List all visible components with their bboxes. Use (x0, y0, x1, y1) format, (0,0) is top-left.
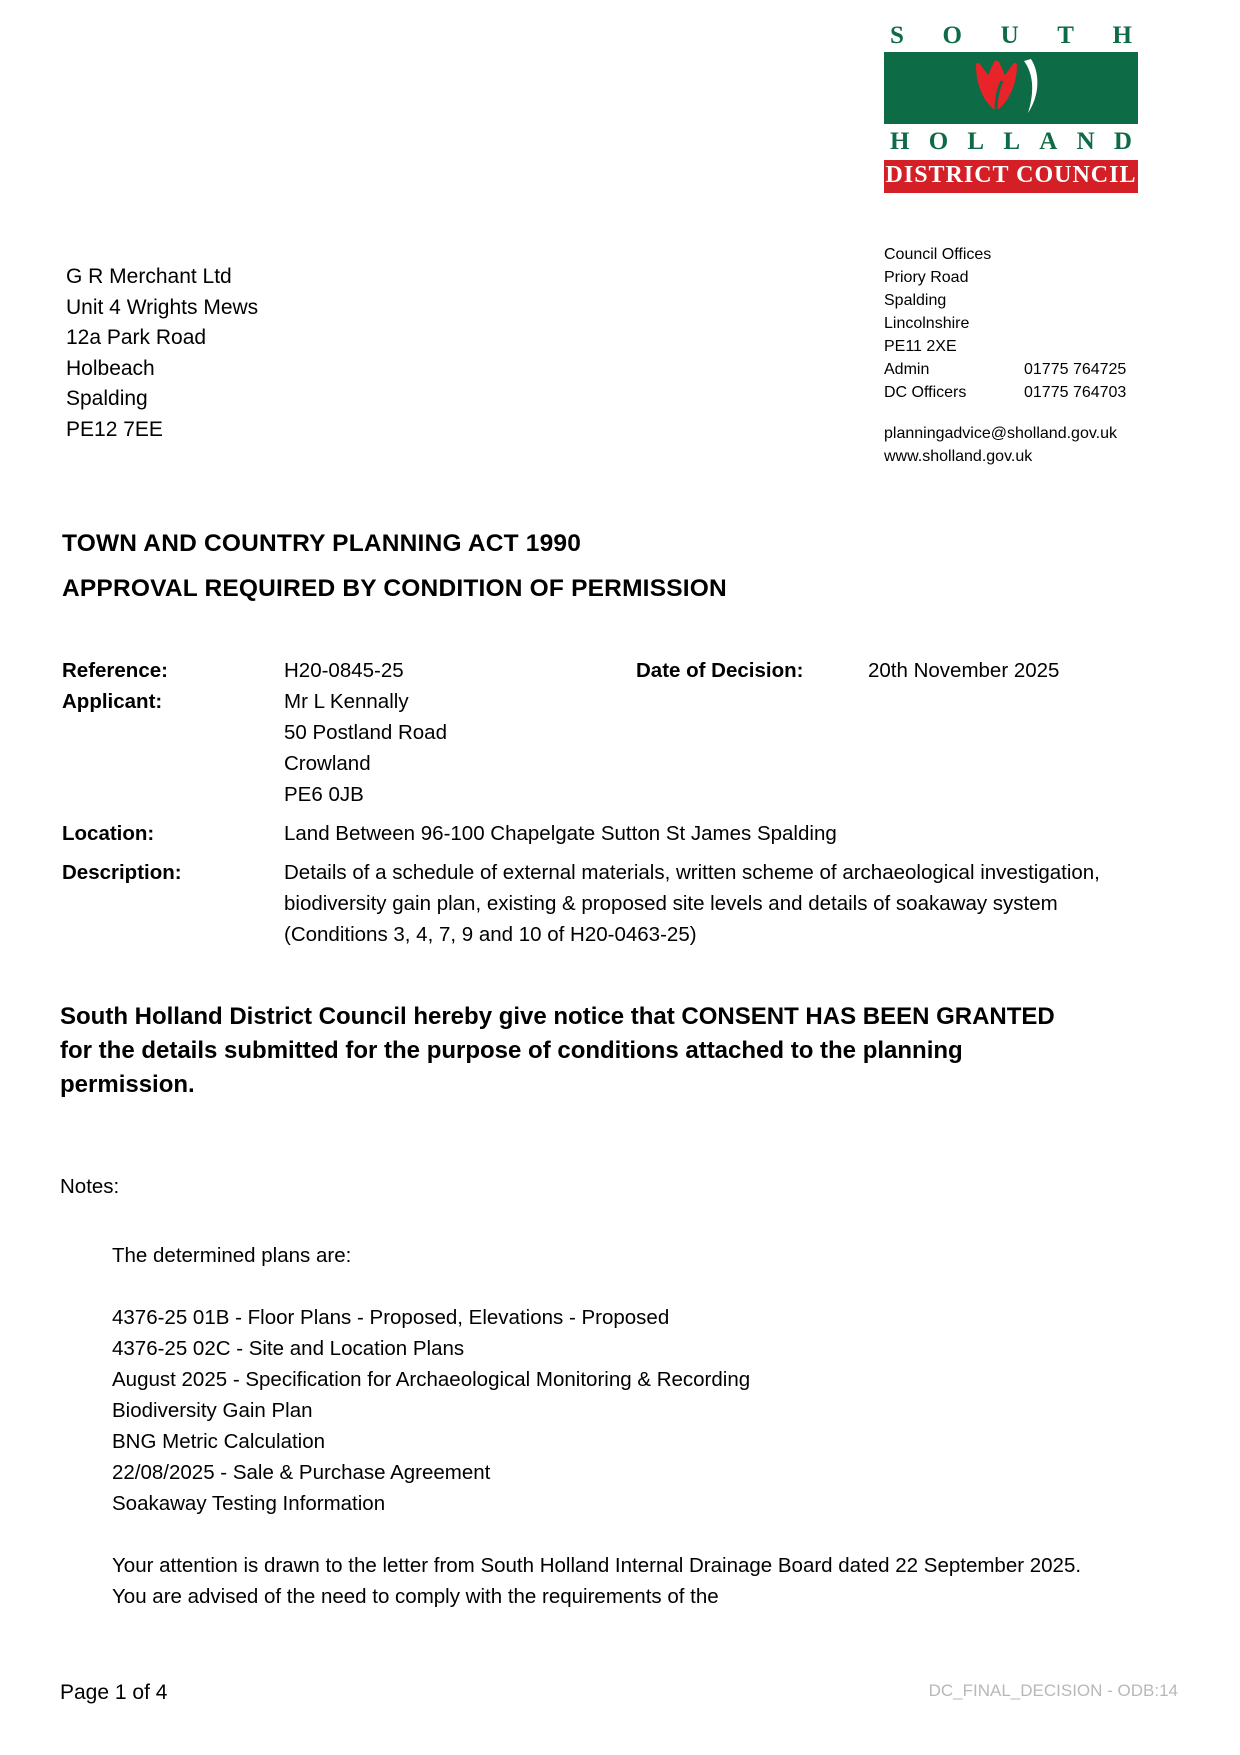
list-item: 4376-25 01B - Floor Plans - Proposed, Elevations - Proposed (112, 1306, 670, 1329)
notes-spacer (112, 1271, 1112, 1302)
phone-label-dc-officers: DC Officers (884, 384, 967, 401)
council-address-line: Priory Road (884, 269, 969, 286)
council-email[interactable]: planningadvice@sholland.gov.uk (884, 425, 1117, 442)
council-contact-block (884, 243, 1126, 468)
description-label: Description: (62, 861, 182, 884)
applicant-line: PE6 0JB (284, 783, 364, 806)
council-address-line: PE11 2XE (884, 338, 957, 355)
list-item: 4376-25 02C - Site and Location Plans (112, 1337, 465, 1360)
phone-label-admin: Admin (884, 361, 930, 378)
consent-statement: South Holland District Council hereby give notice that CONSENT HAS BEEN GRANTED for the details submitted for the purpose of conditions attached to the planning permission. (60, 1003, 1055, 1098)
description-row (62, 857, 1102, 950)
list-item: BNG Metric Calculation (112, 1430, 326, 1453)
determined-plans-list (112, 1302, 1112, 1519)
notes-label: Notes: (60, 1175, 120, 1198)
logo-word-holland: H O L L A N D (890, 128, 1132, 155)
addressee-line: Holbeach (66, 356, 155, 380)
list-item: August 2025 - Specification for Archaeological Monitoring & Recording (112, 1368, 751, 1391)
logo-word-district-council: DISTRICT COUNCIL (884, 160, 1138, 193)
addressee-line: Unit 4 Wrights Mews (66, 295, 259, 319)
date-of-decision-label: Date of Decision: (636, 659, 804, 682)
list-item: Biodiversity Gain Plan (112, 1399, 313, 1422)
notes-body (112, 1240, 1112, 1612)
description-value: Details of a schedule of external materials, written scheme of archaeological investigation, biodiversity gain plan, existing & proposed site levels and details of soakaway system (Conditions 3, 4, 7, 9 and 10 of H20-0463-25) (284, 861, 1100, 946)
applicant-row (62, 686, 1102, 810)
south-holland-district-council-logo (884, 22, 1138, 193)
details-spacer (62, 849, 1102, 857)
council-address-line: Council Offices (884, 246, 992, 263)
council-address-line: Lincolnshire (884, 315, 970, 332)
logo-green-panel (884, 52, 1138, 124)
notes-spacer (112, 1519, 1112, 1550)
location-row (62, 818, 1102, 849)
decision-details (62, 655, 1102, 950)
phone-number-admin: 01775 764725 (1024, 361, 1127, 378)
applicant-line: Mr L Kennally (284, 690, 409, 713)
tulip-icon (936, 55, 1086, 121)
date-of-decision-value: 20th November 2025 (868, 659, 1060, 682)
applicant-line: Crowland (284, 752, 371, 775)
location-value: Land Between 96-100 Chapelgate Sutton St James Spalding (284, 822, 837, 845)
addressee-line: 12a Park Road (66, 326, 207, 349)
logo-word-south: S O U T H (890, 22, 1132, 49)
council-phone-admin (884, 358, 1126, 381)
applicant-label: Applicant: (62, 690, 163, 713)
addressee-line: G R Merchant Ltd (66, 265, 232, 288)
applicant-line: 50 Postland Road (284, 721, 447, 744)
council-phone-dc-officers (884, 381, 1126, 404)
contact-spacer (884, 404, 1126, 422)
applicant-value (284, 686, 1102, 810)
approval-title: APPROVAL REQUIRED BY CONDITION OF PERMISSION (62, 575, 727, 602)
addressee-line: PE12 7EE (66, 417, 163, 441)
council-website[interactable]: www.sholland.gov.uk (884, 448, 1033, 465)
location-label: Location: (62, 822, 155, 845)
act-title: TOWN AND COUNTRY PLANNING ACT 1990 (62, 530, 582, 557)
list-item: Soakaway Testing Information (112, 1492, 386, 1515)
notes-intro: The determined plans are: (112, 1244, 352, 1267)
reference-label: Reference: (62, 659, 168, 682)
addressee-block (66, 262, 258, 445)
phone-number-dc-officers: 01775 764703 (1024, 384, 1127, 401)
details-spacer (62, 810, 1102, 818)
footer-document-reference: DC_FINAL_DECISION - ODB:14 (928, 1681, 1178, 1700)
reference-value: H20-0845-25 (284, 659, 404, 682)
notes-attention-paragraph: Your attention is drawn to the letter from South Holland Internal Drainage Board dated 22 September 2025. You are advised of the need to comply with the requirements of the (112, 1554, 1082, 1608)
reference-row (62, 655, 1102, 686)
footer-page-number: Page 1 of 4 (60, 1681, 168, 1704)
addressee-line: Spalding (66, 387, 148, 410)
list-item: 22/08/2025 - Sale & Purchase Agreement (112, 1461, 491, 1484)
council-address-line: Spalding (884, 292, 947, 309)
